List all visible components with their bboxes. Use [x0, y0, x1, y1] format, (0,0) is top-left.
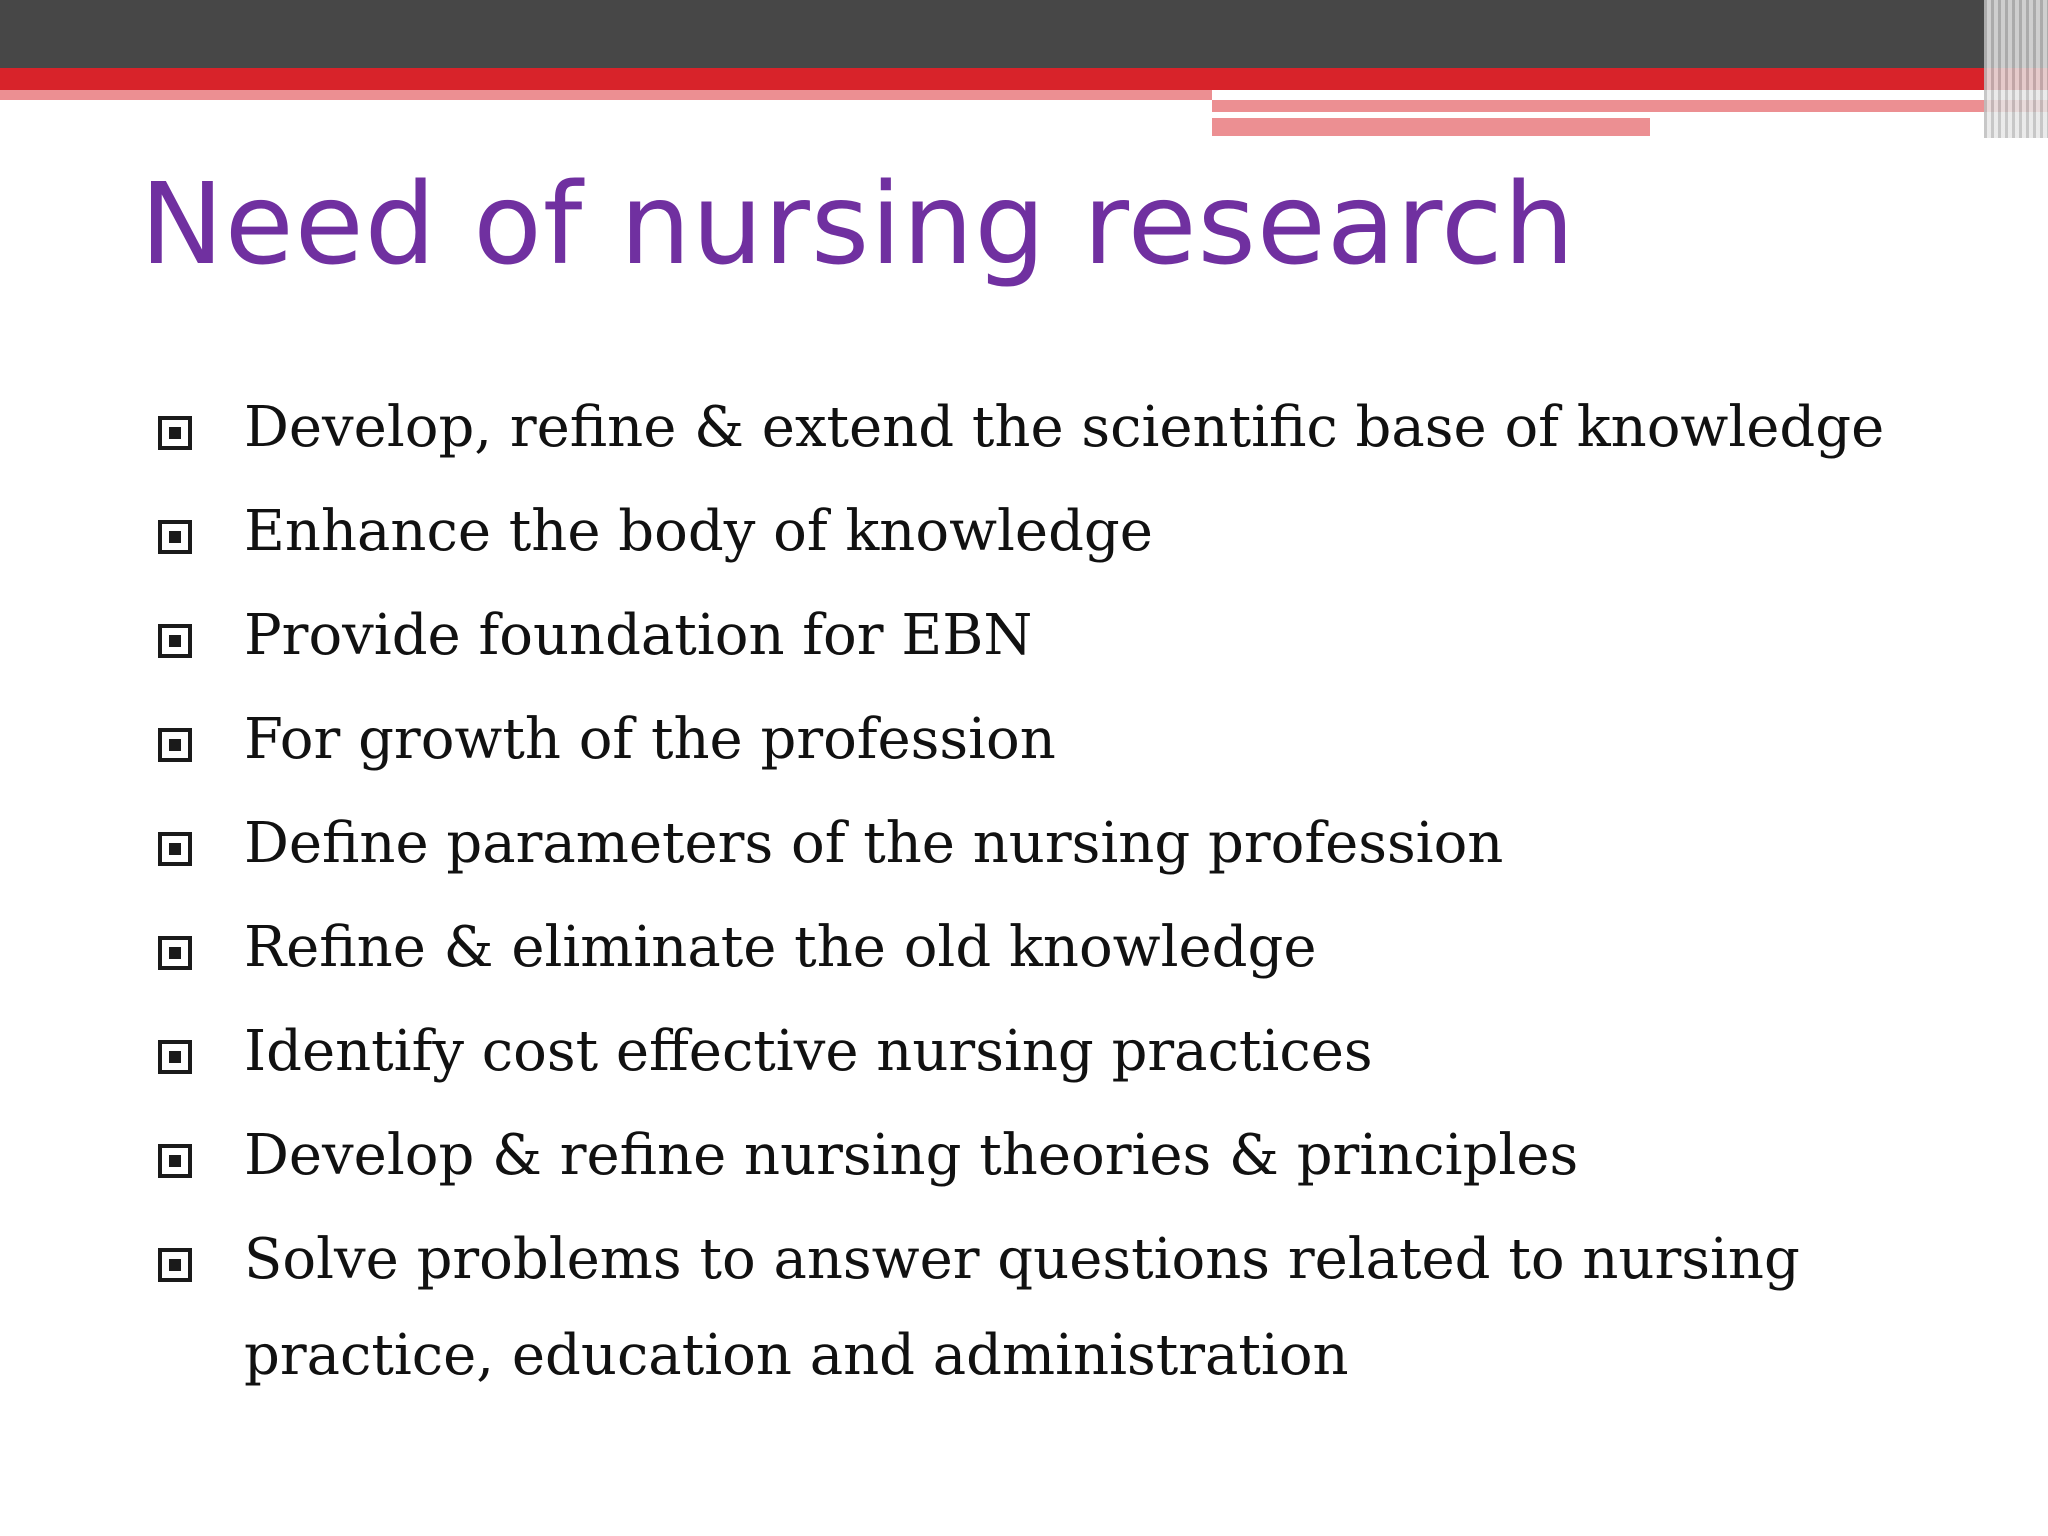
- square-dot-bullet-icon: [158, 624, 192, 658]
- square-dot-bullet-icon: [158, 520, 192, 554]
- slide-title: Need of nursing research: [140, 160, 1576, 290]
- header-pink-bar-left: [0, 90, 1212, 100]
- bullet-text: Refine & eliminate the old knowledge: [244, 915, 1317, 980]
- header-pink-bar-lower: [1212, 118, 1650, 136]
- square-dot-bullet-icon: [158, 416, 192, 450]
- bullet-text: Enhance the body of knowledge: [244, 499, 1153, 564]
- bullet-text: Provide foundation for EBN: [244, 603, 1033, 668]
- bullet-text: Identify cost effective nursing practices: [244, 1019, 1373, 1084]
- bullet-text: Solve problems to answer questions related to nursing practice, education and administration: [244, 1227, 1800, 1388]
- header-pink-bar-right: [1212, 100, 2048, 112]
- bullet-item: [158, 1228, 1998, 1404]
- header-dark-bar: [0, 0, 2048, 68]
- bullet-list: [158, 396, 1998, 1404]
- header-white-line: [1212, 112, 1896, 117]
- header-stripes-decoration: [1984, 0, 2048, 138]
- bullet-text: For growth of the profession: [244, 707, 1056, 772]
- square-dot-bullet-icon: [158, 728, 192, 762]
- header-red-bar: [0, 68, 2048, 90]
- square-dot-bullet-icon: [158, 1144, 192, 1178]
- bullet-text: Develop & refine nursing theories & principles: [244, 1123, 1579, 1188]
- square-dot-bullet-icon: [158, 936, 192, 970]
- square-dot-bullet-icon: [158, 1248, 192, 1282]
- square-dot-bullet-icon: [158, 832, 192, 866]
- bullet-text: Develop, refine & extend the scientific base of knowledge: [244, 395, 1885, 460]
- square-dot-bullet-icon: [158, 1040, 192, 1074]
- bullet-text: Define parameters of the nursing profession: [244, 811, 1504, 876]
